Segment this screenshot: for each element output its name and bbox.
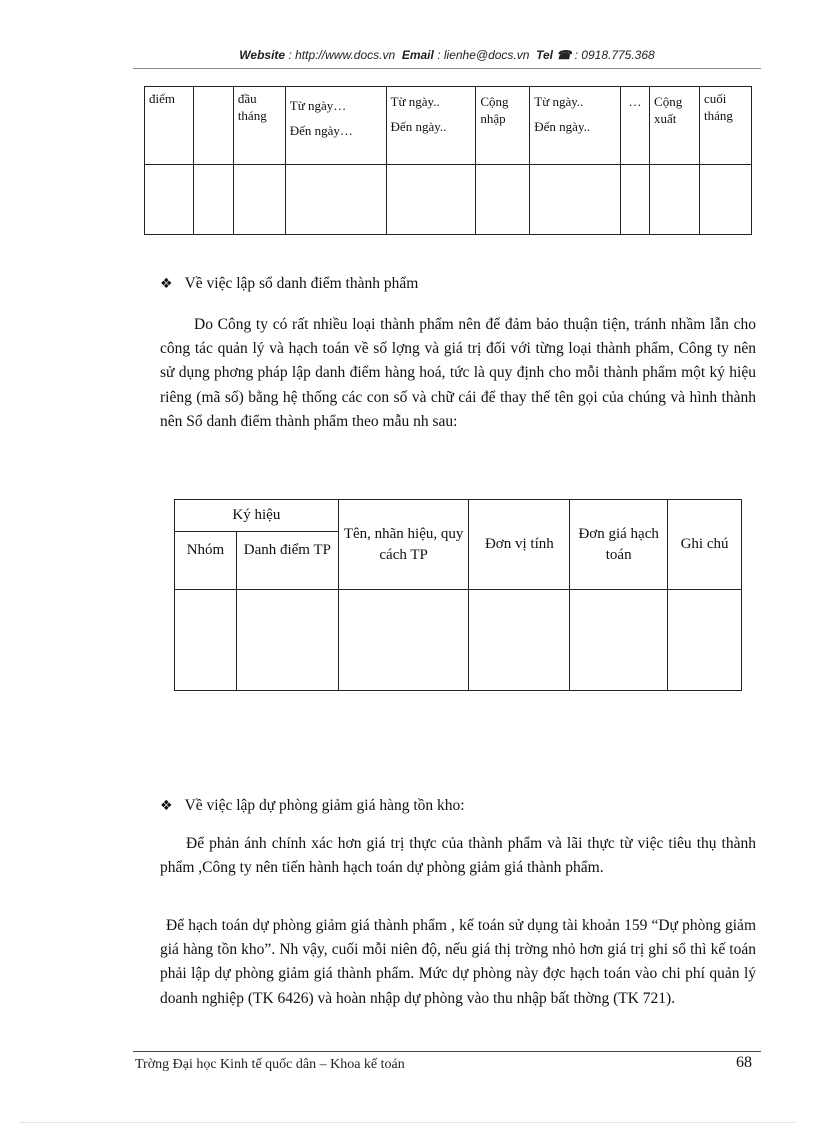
footer-divider <box>133 1051 761 1052</box>
website-value: : http://www.docs.vn <box>288 48 396 62</box>
header-cell-dau-thang: đầu tháng <box>233 87 285 165</box>
header-cell-blank <box>193 87 233 165</box>
header-cell-diem: điểm <box>145 87 194 165</box>
header-cell-period-1: Từ ngày… Đến ngày… <box>285 87 386 165</box>
header-cell-cong-xuat: Cộng xuất <box>650 87 700 165</box>
inventory-table <box>144 86 752 235</box>
table-cell <box>668 590 742 691</box>
table-cell <box>233 165 285 235</box>
table-cell <box>338 590 469 691</box>
danh-diem-table <box>174 499 742 691</box>
diamond-bullet-icon: ❖ <box>160 276 173 292</box>
page-header <box>133 48 761 62</box>
table-cell <box>386 165 476 235</box>
header-cell-cuoi-thang: cuối tháng <box>699 87 751 165</box>
header-cell-period-2: Từ ngày.. Đến ngày.. <box>386 87 476 165</box>
table-cell <box>650 165 700 235</box>
paragraph-du-phong-2: Để hạch toán dự phòng giảm giá thành phẩm , kế toán sử dụng tài khoản 159 “Dự phòng giảm giá hàng tồn kho”. Nh vậy, cuối mỗi niên độ, nếu giá thị trờng nhỏ hơn giá trị ghi sổ thì kế toán phải lập dự phòng giảm giá thành phẩm. Mức dự phòng này đợc hạch toán vào chi phí quản lý doanh nghiệp (TK 6426) và hoàn nhập dự phòng vào thu nhập bất thờng (TK 721). <box>160 917 756 1007</box>
email-label: Email <box>401 48 434 62</box>
table-cell <box>285 165 386 235</box>
header-don-gia: Đơn giá hạch toán <box>570 500 668 590</box>
table-cell <box>469 590 570 691</box>
paragraph-danh-diem: Do Công ty có rất nhiều loại thành phẩm nên để đảm bảo thuận tiện, tránh nhầm lẫn cho công tác quản lý và hạch toán về số lợng và giá trị đối với từng loại thành phẩm, Công ty nên sử dụng phơng pháp lập danh điểm hàng hoá, tức là quy định cho mỗi thành phẩm một ký hiệu riêng (mã số) bằng hệ thống các con số và chữ cái để thay thế tên gọi của chúng và hình thành nên Sổ danh điểm thành phẩm theo mẫu nh sau: <box>160 316 756 430</box>
footer-institution: Trờng Đại học Kinh tế quốc dân – Khoa kế toán <box>135 1057 405 1072</box>
header-cell-cong-nhap: Cộng nhập <box>476 87 530 165</box>
header-nhom: Nhóm <box>175 532 237 590</box>
website-label: Website <box>239 48 286 62</box>
header-ten: Tên, nhãn hiệu, quy cách TP <box>338 500 469 590</box>
page-number: 68 <box>736 1054 752 1071</box>
section-heading-1: ❖ Về việc lập sổ danh điểm thành phẩm <box>160 275 419 292</box>
table-cell <box>145 165 194 235</box>
header-danh-diem: Danh điểm TP <box>236 532 338 590</box>
header-cell-ellipsis: … <box>621 87 650 165</box>
diamond-bullet-icon: ❖ <box>160 798 173 814</box>
table-cell <box>570 590 668 691</box>
table-cell <box>175 590 237 691</box>
tel-label: Tel ☎ <box>536 48 572 62</box>
header-cell-period-3: Từ ngày.. Đến ngày.. <box>530 87 621 165</box>
header-ky-hieu: Ký hiệu <box>175 500 339 532</box>
header-divider <box>133 68 761 69</box>
table-cell <box>236 590 338 691</box>
table-cell <box>530 165 621 235</box>
table-cell <box>476 165 530 235</box>
header-ghi-chu: Ghi chú <box>668 500 742 590</box>
tel-value: : 0918.775.368 <box>574 48 655 62</box>
section-heading-2: ❖ Về việc lập dự phòng giảm giá hàng tồn kho: <box>160 797 465 814</box>
table-cell <box>621 165 650 235</box>
email-value: : lienhe@docs.vn <box>437 48 530 62</box>
table-cell <box>193 165 233 235</box>
paragraph-du-phong-1: Để phản ánh chính xác hơn giá trị thực của thành phẩm và lãi thực từ việc tiêu thụ thành phẩm ,Công ty nên tiến hành hạch toán dự phòng giảm giá thành phẩm. <box>160 835 756 877</box>
header-don-vi: Đơn vị tính <box>469 500 570 590</box>
table-cell <box>699 165 751 235</box>
